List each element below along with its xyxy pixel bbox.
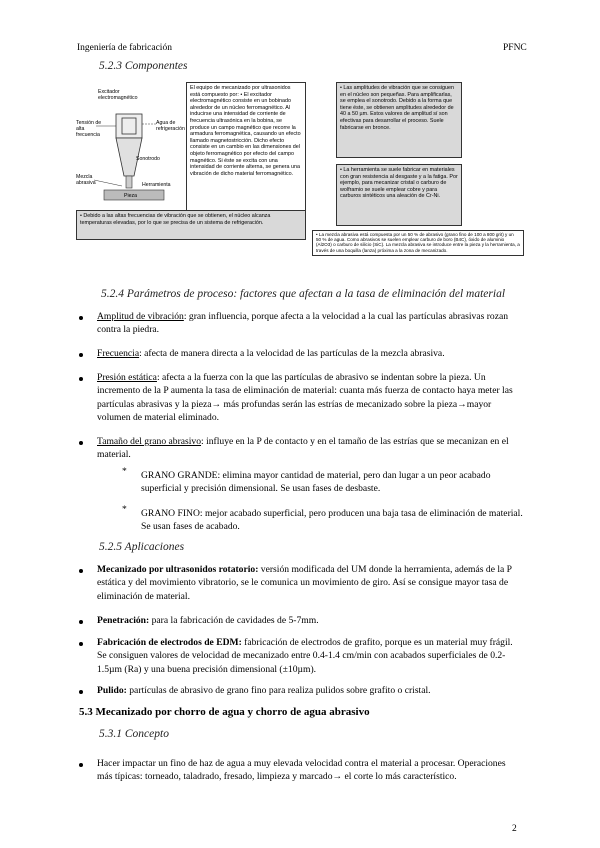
application-item: [97, 614, 523, 627]
application-item: [97, 684, 523, 697]
section-5-3-title: 5.3 Mecanizado por chorro de agua y chorro de agua abrasivo: [79, 706, 370, 718]
param-term: Tamaño del grano abrasivo: [97, 436, 202, 447]
sub-bullet-star: *: [122, 504, 127, 515]
bullet-dot: [79, 316, 83, 320]
param-term: Presión estática: [97, 372, 157, 383]
param-term: Frecuencia: [97, 348, 140, 359]
bullet-dot: [79, 353, 83, 357]
label-herramienta: Herramienta: [142, 182, 171, 188]
label-agua: Agua de refrigeración: [156, 120, 185, 132]
header-right: PFNC: [503, 43, 527, 53]
application-text: partículas de abrasivo de grano fino para realiza pulidos sobre grafito o cristal.: [126, 685, 431, 696]
param-text: : afecta a la fuerza con la que las partículas de abrasivo se indentan sobre la pieza. Un incremento de la P aumenta la tasa de eliminación de material: cuanta más fuerza de contacto haya meter las partículas abrasivas y la pieza→ más profundas serán las estrías de mecanizado sobre la pieza→mayor volumen de material eliminado.: [97, 372, 513, 424]
figure-box-mezcla: • La mezcla abrasiva está compuesta por un 50 % de abrasivo (grano fino de 100 a 800 grit) y un 50 % de agua. Como abrasivos se suelen emplear carburo de boro (B4C), óxido de aluminio (Al2O3) o carburo de silicio (SiC). La mezcla abrasiva se introduce entre la pieza y la herramienta, a través de una boquilla (lanza) próxima a la zona de mecanizado.: [312, 230, 524, 256]
bullet-dot: [79, 377, 83, 381]
figure-box-herramienta: • La herramienta se suele fabricar en materiales con gran resistencia al desgaste y a la fatiga. Por ejemplo, para mecanizar cristal o carburo de wolframio se suele emplear cobre y para carburos sintéticos una aleación de Cr-Ni.: [336, 164, 462, 226]
section-5-2-3-title: 5.2.3 Componentes: [99, 60, 188, 72]
ultrasonic-machining-figure: [76, 80, 524, 252]
param-item: [97, 310, 523, 337]
param-text: : influye en la P de contacto y en el tamaño de las estrías que se mecanizan en el material.: [97, 436, 509, 461]
application-item: [97, 636, 523, 676]
application-term: Penetración:: [97, 615, 150, 626]
section-5-2-5-title: 5.2.5 Aplicaciones: [99, 541, 185, 553]
application-term: Pulido:: [97, 685, 127, 696]
param-item: [97, 371, 523, 425]
section-5-2-4-title: 5.2.4 Parámetros de proceso: factores que afectan a la tasa de eliminación del material: [101, 288, 506, 300]
param-term: Amplitud de vibración: [97, 311, 184, 322]
page-number: 2: [512, 824, 517, 834]
sub-bullet-star: *: [122, 466, 127, 477]
param-text: : afecta de manera directa a la velocidad de las partículas de la mezcla abrasiva.: [139, 348, 445, 359]
label-sonotrodo: Sonotrodo: [136, 156, 160, 162]
application-text: fabricación de electrodos de grafito, porque es un material muy frágil. Se consiguen valores de velocidad de mecanizado entre 0.4-1.4 cm/min con acabados superficiales de 0.2-1.5µm (Ra) y una buena precisión dimensional (±10µm).: [97, 637, 513, 675]
param-item: [97, 435, 523, 462]
grain-item: GRANO FINO: mejor acabado superficial, pero producen una baja tasa de eliminación de material. Se usan fases de acabado.: [141, 508, 523, 533]
bullet-dot: [79, 441, 83, 445]
label-mezcla: Mezcla abrasiva: [76, 174, 96, 186]
param-text: : gran influencia, porque afecta a la velocidad a la cual las partículas abrasivas rozan contra la piedra.: [97, 311, 509, 336]
concept-text: Hacer impactar un fino de haz de agua a muy elevada velocidad contra el material a procesar. Operaciones más típicas: torneado, taladrado, fresado, limpieza y marcado→ el corte lo más característico.: [97, 758, 506, 783]
header-left: Ingeniería de fabricación: [77, 43, 172, 53]
figure-box-excitador: El equipo de mecanizado por ultrasonidos está compuesto por: • El excitador electromagnético consiste en un bobinado alrededor de un núcleo ferromagnético. Al inducirse una intensidad de corriente de frecuencia ultrasónica en la bobina, se produce un campo magnético que recorre la armadura ferromagnética, causando un efecto llamado magnetostricción. Dicho efecto consiste en un cambio en las dimensiones del objeto ferromagnético por efecto del campo magnético. Si éste se excita con una intensidad de corriente alterna, se genera una vibración de dicho material ferromagnético.: [186, 82, 306, 222]
section-5-3-1-title: 5.3.1 Concepto: [99, 728, 169, 740]
grain-item: GRANO GRANDE: elimina mayor cantidad de material, pero dan lugar a un peor acabado superficial y precisión dimensional. Se usan fases de desbaste.: [141, 470, 491, 495]
application-term: Fabricación de electrodos de EDM:: [97, 637, 242, 648]
application-item: [97, 563, 523, 603]
bullet-dot: [79, 569, 83, 573]
figure-box-sonotrodo: • Las amplitudes de vibración que se consiguen en el núcleo son pequeñas. Para amplificarlas, se emplea el sonotrodo. Debido a la forma que tiene éste, se obtienen amplitudes alrededor de 40 a 50 µm. Estos valores de amplitud sí son efectivas para desarrollar el proceso. Suele fabricarse en bronce.: [336, 82, 462, 158]
label-tension: Tensión de alta frecuencia: [76, 120, 102, 138]
label-pieza: Pieza: [124, 193, 137, 199]
label-excitador: Excitador electromagnético: [98, 89, 138, 101]
param-item: [97, 347, 523, 360]
application-term: Mecanizado por ultrasonidos rotatorio:: [97, 564, 259, 575]
figure-box-refrigeracion: • Debido a las altas frecuencias de vibración que se obtienen, el núcleo alcanza temperaturas elevadas, por lo que se precisa de un sistema de refrigeración.: [76, 210, 306, 240]
application-text: versión modificada del UM donde la herramienta, además de la P estática y del movimiento vibratorio, se le comunica un movimiento de giro. Así se consigue mayor tasa de eliminación de material.: [97, 564, 512, 602]
bullet-dot: [79, 690, 83, 694]
application-text: para la fabricación de cavidades de 5-7mm.: [149, 615, 319, 626]
bullet-dot: [79, 642, 83, 646]
bullet-dot: [79, 620, 83, 624]
bullet-dot: [79, 763, 83, 767]
